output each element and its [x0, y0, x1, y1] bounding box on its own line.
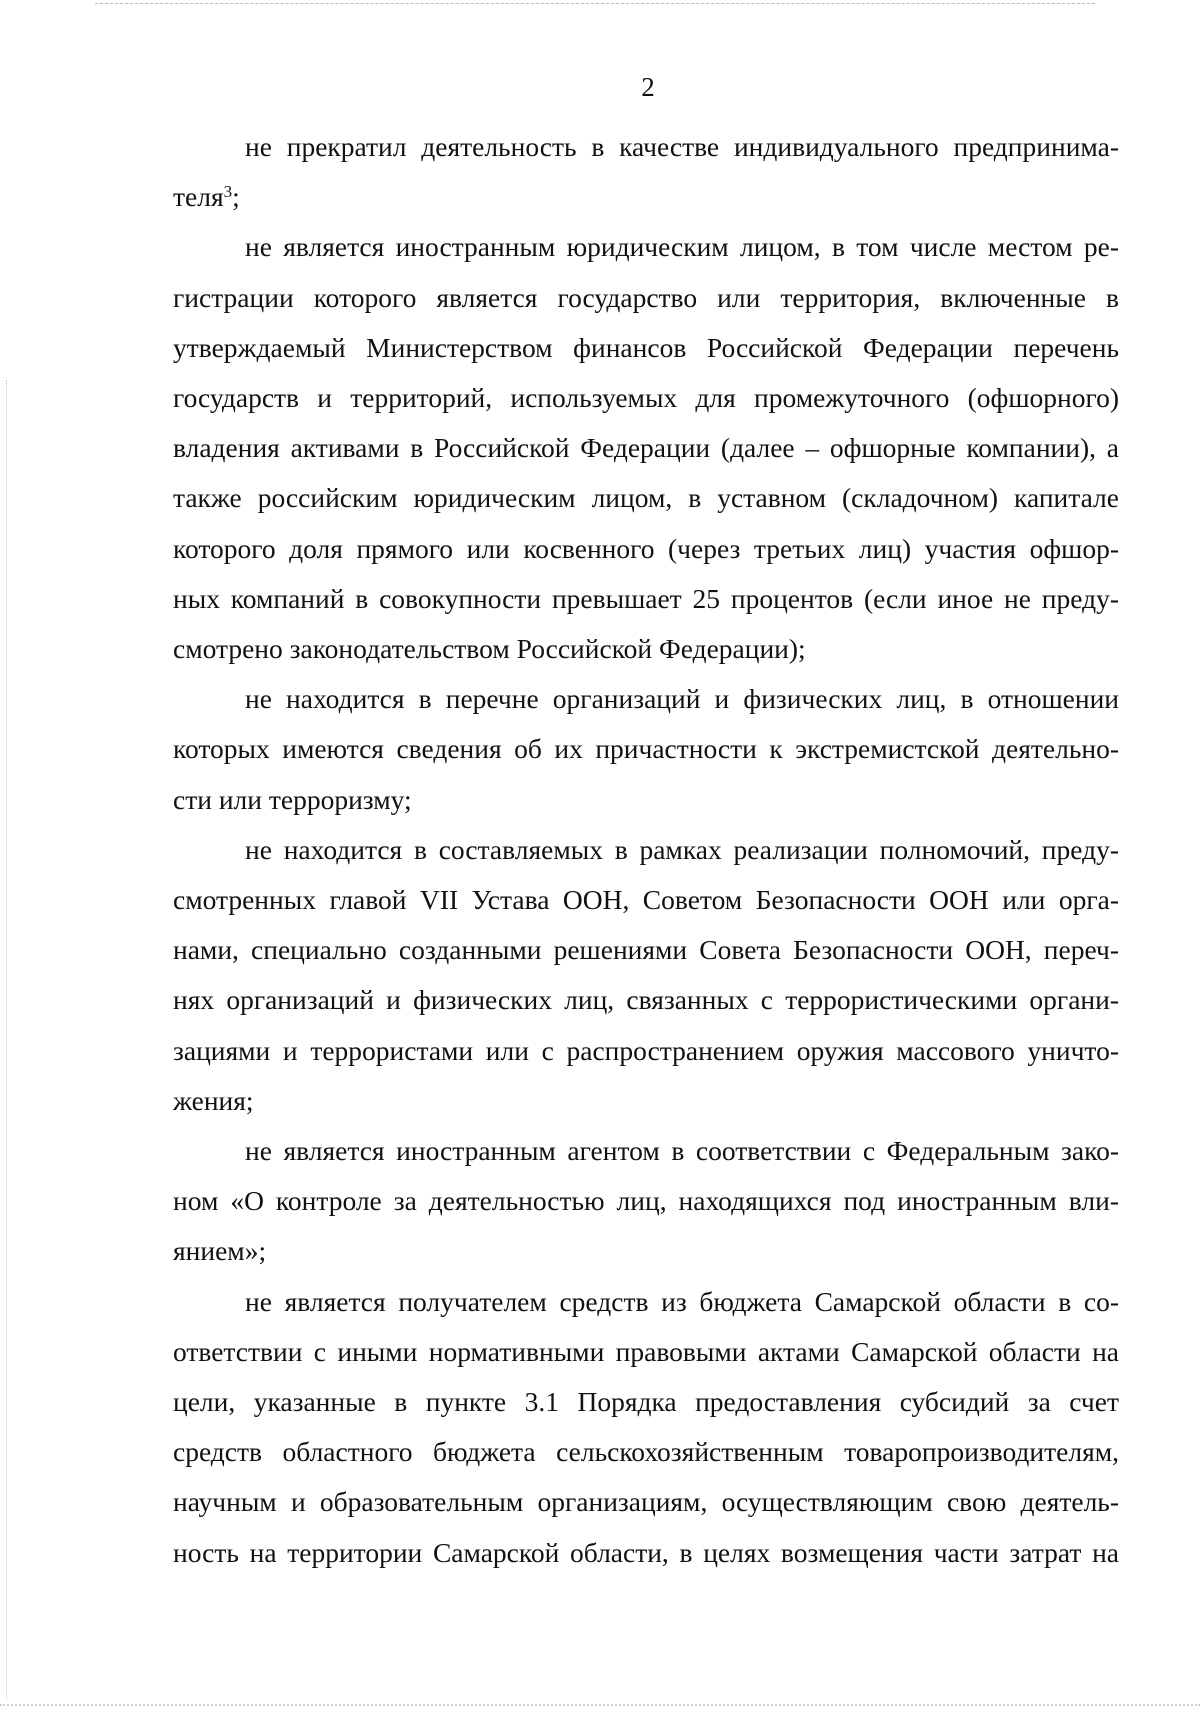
text-line: ных компаний в совокупности превышает 25 процентов (если иное не преду- [173, 582, 1119, 614]
text-line: нами, специально созданными решениями Совета Безопасности ООН, переч- [173, 934, 1119, 966]
text-line: не находится в перечне организаций и физических лиц, в отношении [245, 683, 1119, 715]
text-fragment: теля [173, 181, 224, 213]
paragraph-individual-entrepreneur [173, 122, 1119, 222]
text-line: не находится в составляемых в рамках реализации полномочий, преду- [245, 833, 1119, 865]
text-line: жения; [173, 1084, 254, 1116]
text-line: утверждаемый Министерством финансов Российской Федерации перечень [173, 331, 1119, 363]
paragraph-foreign-legal-entity [173, 222, 1119, 674]
paragraph-budget-recipient [173, 1277, 1119, 1578]
text-line: сти или терроризму; [173, 783, 412, 815]
text-line: не является иностранным агентом в соответствии с Федеральным зако- [245, 1135, 1119, 1167]
text-line: янием»; [173, 1235, 267, 1267]
text-line: средств областного бюджета сельскохозяйственным товаропроизводителям, [173, 1436, 1119, 1468]
text-line: цели, указанные в пункте 3.1 Порядка предоставления субсидий за счет [173, 1386, 1119, 1418]
text-line: которых имеются сведения об их причастности к экстремистской деятельно- [173, 733, 1119, 765]
text-line: владения активами в Российской Федерации (далее – офшорные компании), а [173, 432, 1119, 464]
text-line: зациями и террористами или с распространением оружия массового уничто- [173, 1034, 1119, 1066]
text-line: ность на территории Самарской области, в целях возмещения части затрат на [173, 1536, 1119, 1568]
text-line: не прекратил деятельность в качестве индивидуального предпринима- [245, 131, 1119, 162]
text-line: которого доля прямого или косвенного (через третьих лиц) участия офшор- [173, 532, 1119, 564]
paragraph-extremism-list [173, 674, 1119, 825]
text-fragment: ; [232, 181, 240, 213]
page-number: 2 [641, 72, 655, 102]
text-line [173, 172, 1119, 222]
footnote-ref: 3 [223, 182, 233, 202]
text-line: не является иностранным юридическим лицом, в том числе местом ре- [245, 231, 1119, 263]
text-line: государств и территорий, используемых для промежуточного (офшорного) [173, 382, 1119, 414]
scan-edge-bottom [0, 1704, 1200, 1706]
text-line: научным и образовательным организациям, осуществляющим свою деятель- [173, 1486, 1119, 1518]
scan-edge-left [6, 380, 7, 1700]
document-body [173, 122, 1119, 1578]
text-line: смотрено законодательством Российской Федерации); [173, 633, 806, 665]
text-line: смотренных главой VII Устава ООН, Советом Безопасности ООН или орга- [173, 884, 1119, 916]
text-line: ном «О контроле за деятельностью лиц, находящихся под иностранным вли- [173, 1185, 1119, 1217]
text-line: ответствии с иными нормативными правовыми актами Самарской области на [173, 1335, 1119, 1367]
scan-edge-top [95, 3, 1095, 4]
text-line: не является получателем средств из бюджета Самарской области в со- [245, 1285, 1119, 1317]
text-line: гистрации которого является государство или территория, включенные в [173, 281, 1119, 313]
text-line: нях организаций и физических лиц, связанных с террористическими органи- [173, 984, 1119, 1016]
paragraph-foreign-agent [173, 1126, 1119, 1277]
paragraph-un-security-council [173, 825, 1119, 1126]
text-line: также российским юридическим лицом, в уставном (складочном) капитале [173, 482, 1119, 514]
